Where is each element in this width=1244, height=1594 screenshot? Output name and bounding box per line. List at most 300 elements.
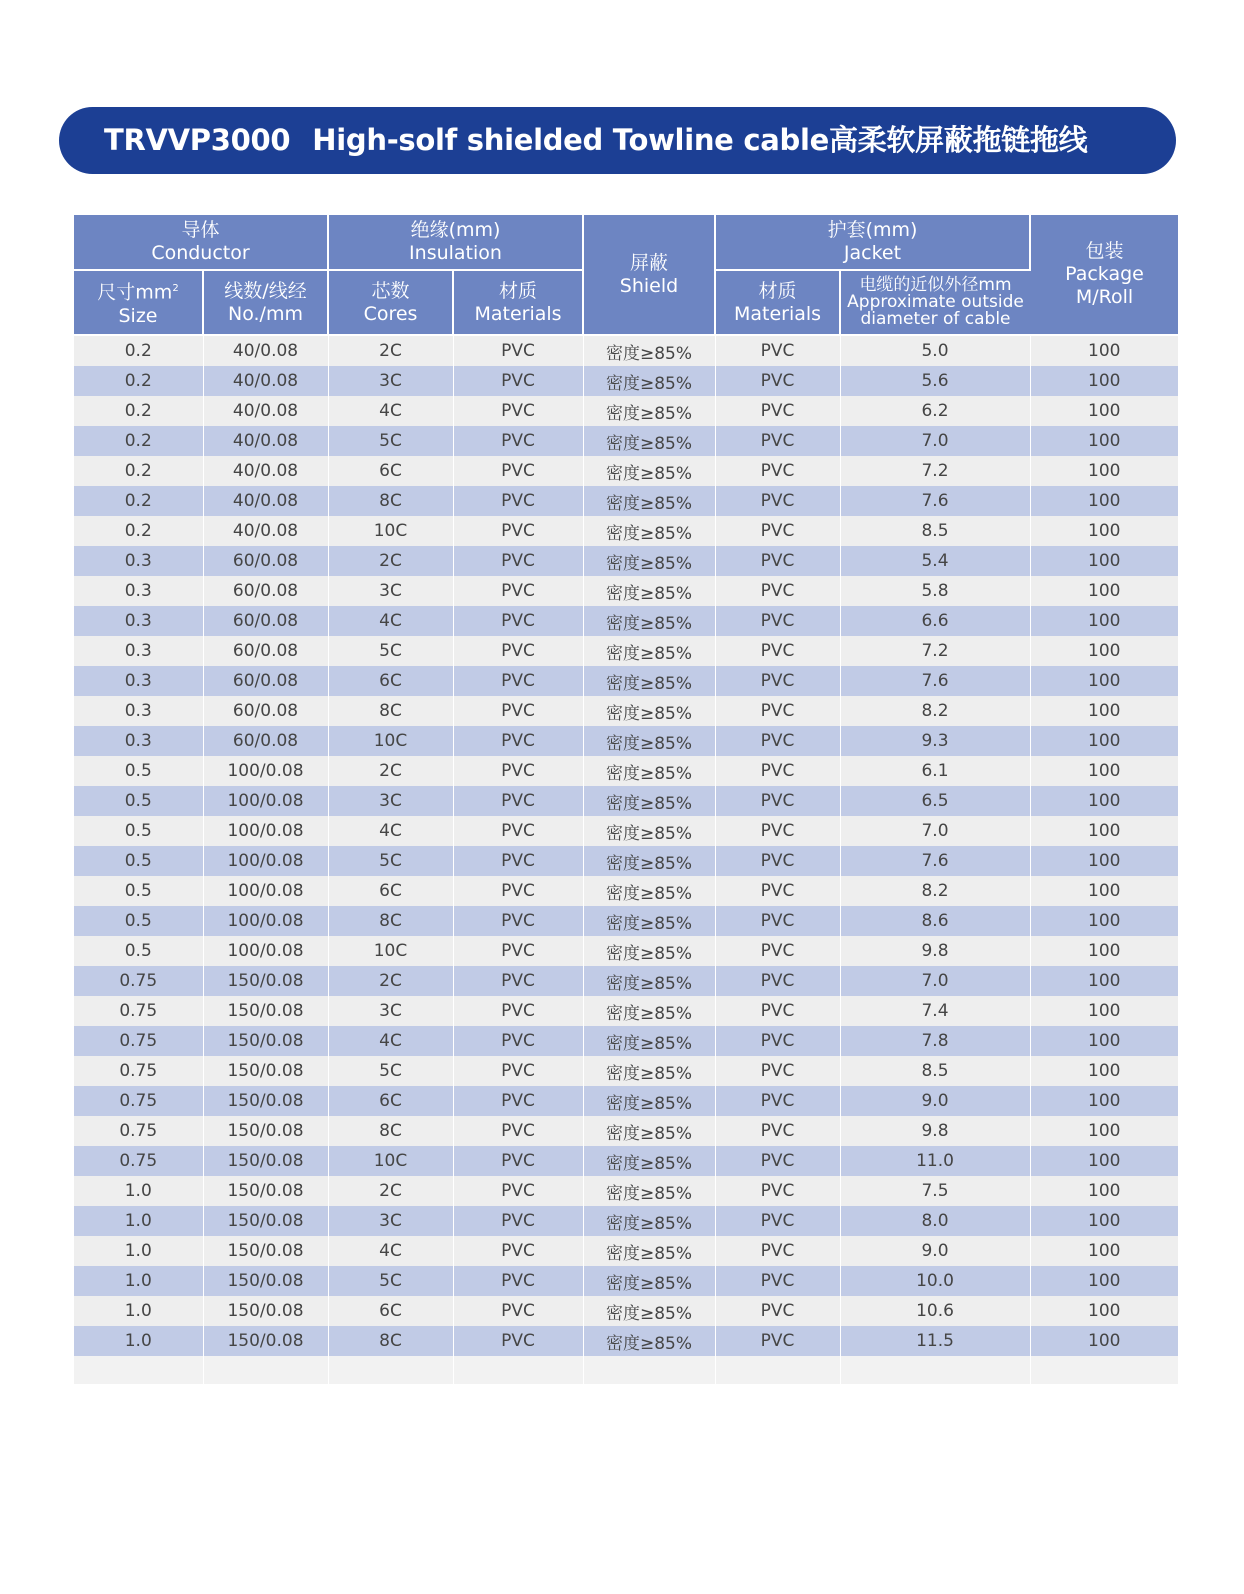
size-cell: 0.2 <box>74 335 203 366</box>
diameter-cell: 8.2 <box>840 876 1030 906</box>
size-cell: 0.3 <box>74 576 203 606</box>
shield-cell: 密度≥85% <box>583 696 715 726</box>
product-name: High-solf shielded Towline cable高柔软屏蔽拖链拖线 <box>312 123 1088 157</box>
size-cell: 0.5 <box>74 816 203 846</box>
shield-cell: 密度≥85% <box>583 606 715 636</box>
shield-cell: 密度≥85% <box>583 426 715 456</box>
size-cell: 0.75 <box>74 1056 203 1086</box>
diameter-cell: 9.0 <box>840 1086 1030 1116</box>
shield-cell: 密度≥85% <box>583 576 715 606</box>
cores-cell: 10C <box>328 726 453 756</box>
table-row <box>74 486 1178 516</box>
size-cell: 0.2 <box>74 396 203 426</box>
package-cell: 100 <box>1030 1326 1178 1356</box>
cores-cell: 2C <box>328 756 453 786</box>
shield-cell: 密度≥85% <box>583 1056 715 1086</box>
jacket-materials-cn: 材质 <box>758 279 797 302</box>
insulation-material-cell: PVC <box>453 546 583 576</box>
package-cell: 100 <box>1030 906 1178 936</box>
package-cell: 100 <box>1030 516 1178 546</box>
diameter-cell: 8.5 <box>840 1056 1030 1086</box>
table-row <box>74 366 1178 396</box>
diameter-cell: 7.6 <box>840 846 1030 876</box>
diameter-cell: 8.2 <box>840 696 1030 726</box>
cores-cell: 3C <box>328 1206 453 1236</box>
insulation-material-cell: PVC <box>453 1176 583 1206</box>
package-cell: 100 <box>1030 1116 1178 1146</box>
table-row <box>74 576 1178 606</box>
cores-cell: 2C <box>328 966 453 996</box>
cores-cell: 8C <box>328 486 453 516</box>
shield-cell: 密度≥85% <box>583 1086 715 1116</box>
cores-cell: 2C <box>328 335 453 366</box>
jacket-material-cell: PVC <box>715 396 840 426</box>
insulation-material-cell: PVC <box>453 996 583 1026</box>
jacket-material-cell: PVC <box>715 906 840 936</box>
shield-header-en: Shield <box>619 274 679 297</box>
table-row <box>74 636 1178 666</box>
conductor-header-cn: 导体 <box>181 219 220 241</box>
jacket-material-cell: PVC <box>715 1206 840 1236</box>
shield-cell: 密度≥85% <box>583 726 715 756</box>
jacket-material-cell: PVC <box>715 1086 840 1116</box>
size-cell: 0.5 <box>74 876 203 906</box>
table-row <box>74 786 1178 816</box>
shield-cell: 密度≥85% <box>583 966 715 996</box>
table-row <box>74 1326 1178 1356</box>
diameter-cell: 7.0 <box>840 816 1030 846</box>
table-row <box>74 1086 1178 1116</box>
cores-cell: 2C <box>328 1176 453 1206</box>
blank-cell <box>74 1356 203 1384</box>
jacket-material-cell: PVC <box>715 486 840 516</box>
jacket-material-cell: PVC <box>715 1326 840 1356</box>
diameter-cell: 6.6 <box>840 606 1030 636</box>
diameter-cell: 10.6 <box>840 1296 1030 1326</box>
diameter-cell: 11.5 <box>840 1326 1030 1356</box>
diameter-cell: 8.0 <box>840 1206 1030 1236</box>
insulation-material-cell: PVC <box>453 1236 583 1266</box>
shield-cell: 密度≥85% <box>583 636 715 666</box>
jacket-materials-en: Materials <box>733 302 822 325</box>
jacket-material-cell: PVC <box>715 756 840 786</box>
cores-cell: 5C <box>328 426 453 456</box>
insulation-material-cell: PVC <box>453 335 583 366</box>
table-row <box>74 996 1178 1026</box>
jacket-material-cell: PVC <box>715 546 840 576</box>
table-row <box>74 696 1178 726</box>
shield-cell: 密度≥85% <box>583 546 715 576</box>
shield-cell: 密度≥85% <box>583 876 715 906</box>
title-banner <box>59 107 1176 174</box>
diameter-cell: 7.8 <box>840 1026 1030 1056</box>
diameter-cell: 5.6 <box>840 366 1030 396</box>
jacket-material-cell: PVC <box>715 366 840 396</box>
package-cell: 100 <box>1030 786 1178 816</box>
jacket-material-cell: PVC <box>715 966 840 996</box>
wires-cell: 40/0.08 <box>203 486 328 516</box>
wires-cell: 150/0.08 <box>203 1026 328 1056</box>
insulation-header-en: Insulation <box>409 242 502 264</box>
insulation-material-cell: PVC <box>453 1146 583 1176</box>
cores-cell: 5C <box>328 1056 453 1086</box>
cores-cell: 10C <box>328 1146 453 1176</box>
insulation-material-cell: PVC <box>453 816 583 846</box>
size-cell: 1.0 <box>74 1326 203 1356</box>
shield-cell: 密度≥85% <box>583 1026 715 1056</box>
package-cell: 100 <box>1030 456 1178 486</box>
wires-cell: 60/0.08 <box>203 636 328 666</box>
wires-cell: 100/0.08 <box>203 846 328 876</box>
insulation-material-cell: PVC <box>453 1116 583 1146</box>
diameter-cell: 9.8 <box>840 936 1030 966</box>
insulation-material-cell: PVC <box>453 756 583 786</box>
cores-cell: 4C <box>328 1026 453 1056</box>
diameter-cell: 9.8 <box>840 1116 1030 1146</box>
cores-cell: 2C <box>328 546 453 576</box>
jacket-material-cell: PVC <box>715 516 840 546</box>
wires-header <box>203 270 328 335</box>
package-cell: 100 <box>1030 1086 1178 1116</box>
wires-cell: 40/0.08 <box>203 396 328 426</box>
cores-header-en: Cores <box>363 302 418 325</box>
shield-cell: 密度≥85% <box>583 906 715 936</box>
blank-row <box>74 1356 1178 1384</box>
cores-cell: 6C <box>328 1086 453 1116</box>
cores-header <box>328 270 453 335</box>
jacket-material-cell: PVC <box>715 1116 840 1146</box>
cores-header-cn: 芯数 <box>371 279 410 302</box>
diameter-cell: 7.0 <box>840 426 1030 456</box>
insulation-material-cell: PVC <box>453 606 583 636</box>
insulation-material-cell: PVC <box>453 876 583 906</box>
insulation-material-cell: PVC <box>453 846 583 876</box>
jacket-material-cell: PVC <box>715 1056 840 1086</box>
diameter-cell: 7.2 <box>840 456 1030 486</box>
jacket-material-cell: PVC <box>715 1026 840 1056</box>
package-cell: 100 <box>1030 1176 1178 1206</box>
table-row <box>74 876 1178 906</box>
shield-cell: 密度≥85% <box>583 486 715 516</box>
insulation-material-cell: PVC <box>453 1056 583 1086</box>
shield-cell: 密度≥85% <box>583 1116 715 1146</box>
jacket-material-cell: PVC <box>715 576 840 606</box>
cores-cell: 10C <box>328 516 453 546</box>
size-cell: 0.2 <box>74 456 203 486</box>
model-code: TRVVP3000 <box>104 123 291 157</box>
table-row <box>74 1176 1178 1206</box>
shield-cell: 密度≥85% <box>583 666 715 696</box>
size-header-cn <box>74 277 202 304</box>
table-row <box>74 1266 1178 1296</box>
package-cell: 100 <box>1030 1026 1178 1056</box>
cores-cell: 3C <box>328 366 453 396</box>
jacket-materials-header <box>715 270 840 335</box>
table-body <box>74 335 1178 1384</box>
blank-cell <box>1030 1356 1178 1384</box>
package-cell: 100 <box>1030 396 1178 426</box>
insulation-material-cell: PVC <box>453 1326 583 1356</box>
diameter-cell: 11.0 <box>840 1146 1030 1176</box>
size-cell: 0.5 <box>74 846 203 876</box>
cores-cell: 6C <box>328 876 453 906</box>
cores-cell: 3C <box>328 786 453 816</box>
size-cell: 0.3 <box>74 726 203 756</box>
wires-cell: 40/0.08 <box>203 366 328 396</box>
jacket-material-cell: PVC <box>715 816 840 846</box>
size-cell: 0.5 <box>74 786 203 816</box>
size-cell: 0.3 <box>74 606 203 636</box>
package-cell: 100 <box>1030 1206 1178 1236</box>
jacket-material-cell: PVC <box>715 1146 840 1176</box>
size-cell: 1.0 <box>74 1296 203 1326</box>
wires-cell: 150/0.08 <box>203 1326 328 1356</box>
shield-cell: 密度≥85% <box>583 756 715 786</box>
blank-cell <box>583 1356 715 1384</box>
blank-cell <box>715 1356 840 1384</box>
table-row <box>74 426 1178 456</box>
size-header-sup: 2 <box>172 283 179 295</box>
size-cell: 0.5 <box>74 756 203 786</box>
table-row <box>74 1056 1178 1086</box>
insulation-materials-cn: 材质 <box>498 279 537 302</box>
blank-cell <box>453 1356 583 1384</box>
insulation-material-cell: PVC <box>453 576 583 606</box>
package-cell: 100 <box>1030 1236 1178 1266</box>
wires-cell: 100/0.08 <box>203 876 328 906</box>
wires-cell: 60/0.08 <box>203 576 328 606</box>
jacket-material-cell: PVC <box>715 636 840 666</box>
size-cell: 0.5 <box>74 906 203 936</box>
wires-cell: 150/0.08 <box>203 1206 328 1236</box>
size-cell: 0.3 <box>74 696 203 726</box>
insulation-material-cell: PVC <box>453 486 583 516</box>
shield-cell: 密度≥85% <box>583 1176 715 1206</box>
diameter-cell: 7.4 <box>840 996 1030 1026</box>
jacket-material-cell: PVC <box>715 335 840 366</box>
size-cell: 0.2 <box>74 426 203 456</box>
size-header-cn-text: 尺寸mm <box>97 281 173 304</box>
table-row <box>74 546 1178 576</box>
wires-header-cn: 线数/线经 <box>224 279 307 302</box>
size-cell: 1.0 <box>74 1206 203 1236</box>
diameter-cell: 8.6 <box>840 906 1030 936</box>
shield-cell: 密度≥85% <box>583 335 715 366</box>
insulation-materials-header <box>453 270 583 335</box>
insulation-material-cell: PVC <box>453 366 583 396</box>
blank-cell <box>840 1356 1030 1384</box>
package-cell: 100 <box>1030 335 1178 366</box>
package-cell: 100 <box>1030 666 1178 696</box>
jacket-material-cell: PVC <box>715 696 840 726</box>
table-row <box>74 1146 1178 1176</box>
shield-cell: 密度≥85% <box>583 456 715 486</box>
cores-cell: 8C <box>328 696 453 726</box>
wires-cell: 150/0.08 <box>203 1116 328 1146</box>
package-cell: 100 <box>1030 576 1178 606</box>
size-cell: 0.5 <box>74 936 203 966</box>
size-cell: 0.3 <box>74 546 203 576</box>
wires-cell: 150/0.08 <box>203 1266 328 1296</box>
diameter-header-en1: Approximate outside <box>847 292 1024 312</box>
insulation-material-cell: PVC <box>453 1266 583 1296</box>
shield-cell: 密度≥85% <box>583 366 715 396</box>
jacket-header-cn: 护套(mm) <box>827 219 918 241</box>
wires-cell: 40/0.08 <box>203 426 328 456</box>
size-cell: 0.75 <box>74 966 203 996</box>
insulation-material-cell: PVC <box>453 936 583 966</box>
shield-cell: 密度≥85% <box>583 1296 715 1326</box>
jacket-material-cell: PVC <box>715 606 840 636</box>
shield-cell: 密度≥85% <box>583 936 715 966</box>
blank-cell <box>328 1356 453 1384</box>
table-row <box>74 846 1178 876</box>
diameter-cell: 7.0 <box>840 966 1030 996</box>
table-row <box>74 666 1178 696</box>
shield-cell: 密度≥85% <box>583 1206 715 1236</box>
shield-cell: 密度≥85% <box>583 1146 715 1176</box>
package-header-cn: 包装 <box>1085 240 1124 262</box>
diameter-cell: 7.5 <box>840 1176 1030 1206</box>
diameter-cell: 9.0 <box>840 1236 1030 1266</box>
cores-cell: 8C <box>328 1326 453 1356</box>
jacket-header <box>715 215 1030 270</box>
wires-cell: 100/0.08 <box>203 756 328 786</box>
cores-cell: 5C <box>328 636 453 666</box>
package-cell: 100 <box>1030 1296 1178 1326</box>
table-row <box>74 1206 1178 1236</box>
table-row <box>74 1116 1178 1146</box>
package-cell: 100 <box>1030 606 1178 636</box>
diameter-cell: 6.5 <box>840 786 1030 816</box>
diameter-header-cn: 电缆的近似外径mm <box>859 275 1012 295</box>
package-cell: 100 <box>1030 366 1178 396</box>
jacket-material-cell: PVC <box>715 936 840 966</box>
wires-cell: 40/0.08 <box>203 456 328 486</box>
package-cell: 100 <box>1030 1056 1178 1086</box>
size-cell: 0.2 <box>74 366 203 396</box>
cores-cell: 3C <box>328 576 453 606</box>
package-cell: 100 <box>1030 876 1178 906</box>
package-header-en: Package <box>1065 263 1144 285</box>
wires-cell: 40/0.08 <box>203 516 328 546</box>
package-cell: 100 <box>1030 486 1178 516</box>
cores-cell: 4C <box>328 396 453 426</box>
insulation-material-cell: PVC <box>453 636 583 666</box>
cores-cell: 4C <box>328 1236 453 1266</box>
shield-cell: 密度≥85% <box>583 396 715 426</box>
diameter-header <box>840 270 1030 335</box>
package-cell: 100 <box>1030 546 1178 576</box>
package-cell: 100 <box>1030 846 1178 876</box>
insulation-material-cell: PVC <box>453 726 583 756</box>
size-cell: 1.0 <box>74 1176 203 1206</box>
shield-cell: 密度≥85% <box>583 1236 715 1266</box>
wires-cell: 60/0.08 <box>203 666 328 696</box>
size-cell: 0.3 <box>74 666 203 696</box>
size-cell: 0.75 <box>74 996 203 1026</box>
cores-cell: 6C <box>328 666 453 696</box>
insulation-material-cell: PVC <box>453 906 583 936</box>
wires-cell: 100/0.08 <box>203 816 328 846</box>
shield-cell: 密度≥85% <box>583 816 715 846</box>
cores-cell: 6C <box>328 1296 453 1326</box>
wires-cell: 150/0.08 <box>203 1176 328 1206</box>
package-cell: 100 <box>1030 816 1178 846</box>
package-cell: 100 <box>1030 726 1178 756</box>
package-cell: 100 <box>1030 636 1178 666</box>
wires-cell: 150/0.08 <box>203 1146 328 1176</box>
size-cell: 0.75 <box>74 1026 203 1056</box>
conductor-header-en: Conductor <box>151 242 250 264</box>
diameter-cell: 5.4 <box>840 546 1030 576</box>
cores-cell: 8C <box>328 1116 453 1146</box>
wires-cell: 150/0.08 <box>203 966 328 996</box>
jacket-material-cell: PVC <box>715 1176 840 1206</box>
insulation-material-cell: PVC <box>453 786 583 816</box>
shield-cell: 密度≥85% <box>583 516 715 546</box>
size-header <box>74 270 203 335</box>
wires-cell: 100/0.08 <box>203 786 328 816</box>
spec-table <box>74 215 1178 1384</box>
table-row <box>74 396 1178 426</box>
diameter-cell: 5.8 <box>840 576 1030 606</box>
cores-cell: 6C <box>328 456 453 486</box>
size-cell: 0.2 <box>74 516 203 546</box>
package-cell: 100 <box>1030 696 1178 726</box>
wires-cell: 150/0.08 <box>203 1056 328 1086</box>
cores-cell: 3C <box>328 996 453 1026</box>
wires-cell: 60/0.08 <box>203 606 328 636</box>
jacket-material-cell: PVC <box>715 726 840 756</box>
wires-cell: 60/0.08 <box>203 726 328 756</box>
insulation-material-cell: PVC <box>453 1086 583 1116</box>
jacket-header-en: Jacket <box>843 242 902 264</box>
package-cell: 100 <box>1030 966 1178 996</box>
diameter-cell: 7.2 <box>840 636 1030 666</box>
package-cell: 100 <box>1030 1266 1178 1296</box>
jacket-material-cell: PVC <box>715 666 840 696</box>
size-cell: 1.0 <box>74 1236 203 1266</box>
package-header <box>1030 215 1178 335</box>
shield-cell: 密度≥85% <box>583 996 715 1026</box>
jacket-material-cell: PVC <box>715 1236 840 1266</box>
table-row <box>74 1296 1178 1326</box>
cores-cell: 5C <box>328 846 453 876</box>
jacket-material-cell: PVC <box>715 1296 840 1326</box>
jacket-material-cell: PVC <box>715 846 840 876</box>
size-cell: 0.75 <box>74 1086 203 1116</box>
size-cell: 0.75 <box>74 1146 203 1176</box>
diameter-cell: 5.0 <box>840 335 1030 366</box>
diameter-cell: 7.6 <box>840 666 1030 696</box>
wires-cell: 100/0.08 <box>203 906 328 936</box>
insulation-material-cell: PVC <box>453 396 583 426</box>
table-row <box>74 456 1178 486</box>
wires-cell: 150/0.08 <box>203 1236 328 1266</box>
table-row <box>74 966 1178 996</box>
wires-cell: 100/0.08 <box>203 936 328 966</box>
cores-cell: 4C <box>328 606 453 636</box>
insulation-material-cell: PVC <box>453 696 583 726</box>
package-cell: 100 <box>1030 996 1178 1026</box>
table-row <box>74 606 1178 636</box>
shield-header-cn: 屏蔽 <box>629 251 668 274</box>
wires-cell: 40/0.08 <box>203 335 328 366</box>
table-row <box>74 816 1178 846</box>
blank-cell <box>203 1356 328 1384</box>
insulation-material-cell: PVC <box>453 516 583 546</box>
